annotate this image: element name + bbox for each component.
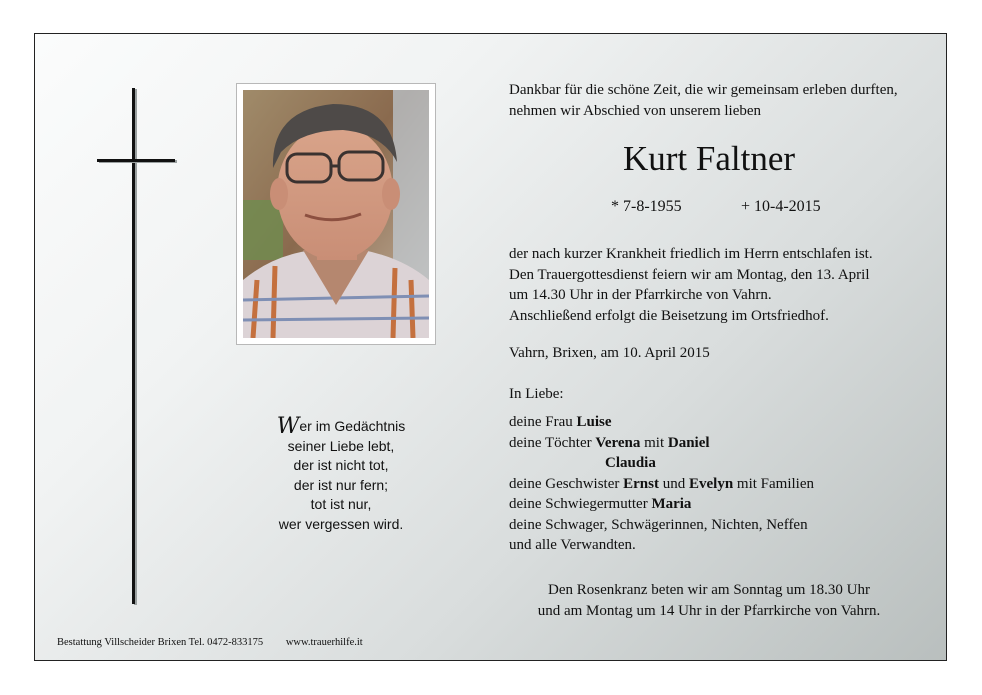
family-line-daughter2: [509, 453, 929, 474]
family-line-relatives: und alle Verwandten.: [509, 537, 636, 553]
announcement-text: [509, 244, 929, 326]
announcement-line: Den Trauergottesdienst feiern wir am Montag, den 13. April: [509, 266, 870, 283]
family-prefix: deine Schwiegermutter: [509, 496, 652, 512]
family-name: Ernst: [623, 475, 659, 492]
family-name: Daniel: [667, 434, 710, 451]
family-line-siblings: [509, 474, 929, 495]
family-connector: und: [658, 475, 689, 492]
family-name: Maria: [651, 496, 692, 512]
rosary-line: Den Rosenkranz beten wir am Sonntag um 18.30 Uhr: [547, 582, 871, 598]
quote-line: der ist nicht tot,: [293, 457, 389, 473]
intro-text: [509, 80, 939, 121]
announcement-line: Anschließend erfolgt die Beisetzung im Ortsfriedhof.: [509, 307, 829, 324]
rosary-notice: [509, 580, 909, 621]
obituary-card: [34, 33, 947, 661]
family-line-daughters: [509, 433, 929, 454]
quote-line: [245, 414, 437, 439]
footer: [57, 637, 383, 648]
website-link[interactable]: www.trauerhilfe.it: [285, 637, 363, 648]
quote-line: wer vergessen wird.: [278, 515, 404, 532]
in-liebe-heading: In Liebe:: [509, 386, 564, 402]
family-line-wife: [509, 412, 929, 433]
family-name: Claudia: [605, 455, 656, 471]
announcement-line: der nach kurzer Krankheit friedlich im Herrn entschlafen ist.: [509, 246, 873, 262]
family-list: [509, 412, 929, 556]
family-prefix: deine Töchter: [509, 434, 596, 451]
family-line-mother-in-law: [509, 494, 929, 515]
quote-line: tot ist nur,: [310, 496, 372, 512]
memorial-quote: [245, 414, 437, 534]
portrait-photo: [243, 90, 429, 338]
quote-line: der ist nur fern;: [293, 476, 389, 493]
funeral-home-info: Bestattung Villscheider Brixen Tel. 0472-833175: [57, 637, 264, 648]
place-date: Vahrn, Brixen, am 10. April 2015: [509, 345, 710, 361]
family-prefix: deine Frau: [509, 414, 577, 430]
intro-line: nehmen wir Abschied von unserem lieben: [509, 102, 762, 119]
quote-line: seiner Liebe lebt,: [287, 437, 395, 454]
quote-first-line: er im Gedächtnis: [299, 418, 406, 434]
quote-initial: W: [276, 414, 300, 439]
family-connector: mit: [640, 434, 668, 451]
death-date: + 10-4-2015: [741, 198, 821, 215]
family-line-inlaws: deine Schwager, Schwägerinnen, Nichten, Neffen: [509, 516, 808, 533]
cross-vertical-bar: [132, 88, 135, 604]
rosary-line: und am Montag um 14 Uhr in der Pfarrkirche von Vahrn.: [537, 602, 881, 619]
announcement-line: um 14.30 Uhr in der Pfarrkirche von Vahrn.: [509, 287, 772, 303]
family-name: Luise: [576, 414, 612, 430]
family-prefix: deine Geschwister: [509, 475, 624, 492]
deceased-name: Kurt Faltner: [622, 139, 796, 178]
cross-horizontal-bar: [97, 159, 175, 162]
portrait-frame: [236, 83, 436, 345]
family-suffix: mit Familien: [733, 475, 815, 492]
intro-line: Dankbar für die schöne Zeit, die wir gemeinsam erleben durften,: [509, 82, 898, 98]
birth-date: * 7-8-1955: [611, 198, 682, 215]
family-name: Evelyn: [688, 475, 734, 492]
family-name: Verena: [595, 434, 641, 451]
